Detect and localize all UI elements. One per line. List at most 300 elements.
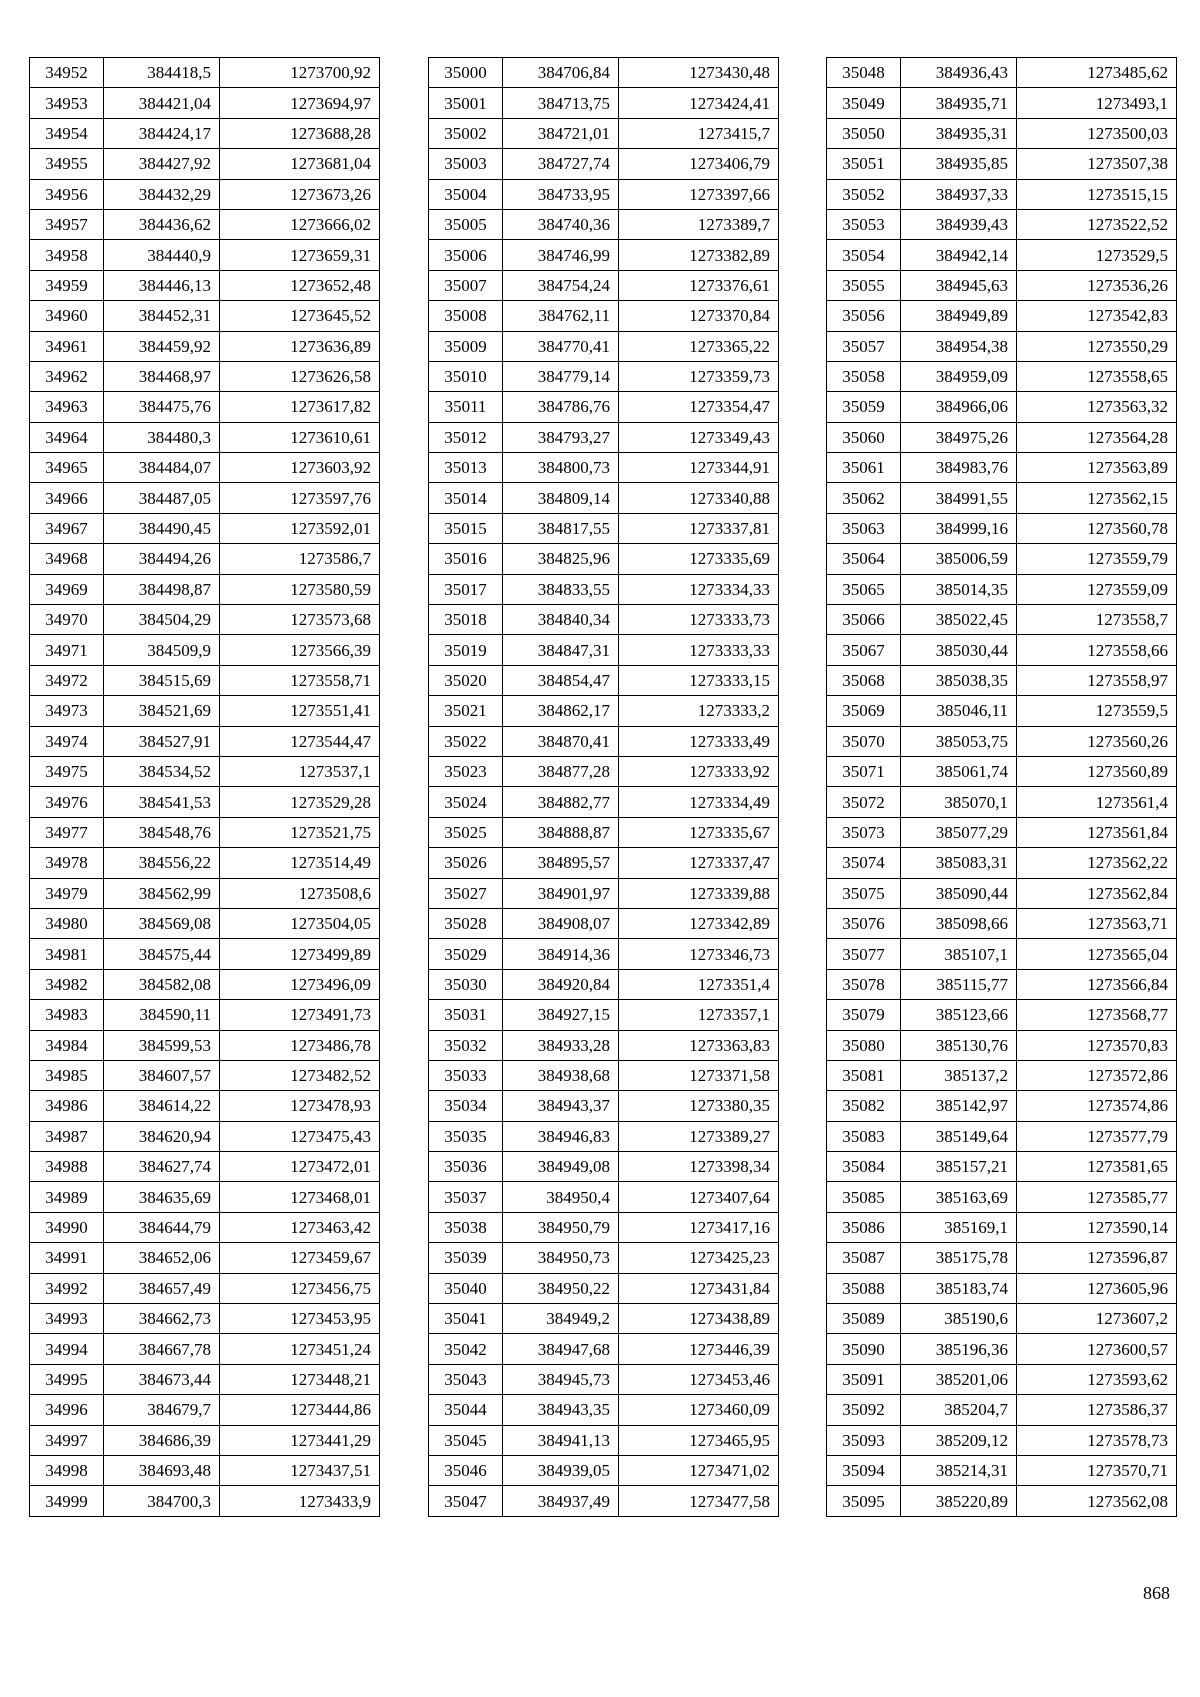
x-coordinate-cell: 384786,76 bbox=[503, 392, 619, 422]
table-row bbox=[827, 270, 1177, 300]
table-row bbox=[429, 817, 779, 847]
y-coordinate-cell: 1273333,2 bbox=[619, 696, 779, 726]
table-row bbox=[827, 1273, 1177, 1303]
point-number-cell: 35017 bbox=[429, 574, 503, 604]
table-row bbox=[30, 88, 380, 118]
point-number-cell: 35006 bbox=[429, 240, 503, 270]
point-number-cell: 35036 bbox=[429, 1152, 503, 1182]
y-coordinate-cell: 1273515,15 bbox=[1017, 179, 1177, 209]
x-coordinate-cell: 384947,68 bbox=[503, 1334, 619, 1364]
y-coordinate-cell: 1273475,43 bbox=[220, 1121, 380, 1151]
y-coordinate-cell: 1273562,08 bbox=[1017, 1486, 1177, 1516]
x-coordinate-cell: 384548,76 bbox=[104, 817, 220, 847]
y-coordinate-cell: 1273398,34 bbox=[619, 1152, 779, 1182]
table-row bbox=[30, 453, 380, 483]
table-row bbox=[827, 908, 1177, 938]
point-number-cell: 34993 bbox=[30, 1304, 104, 1334]
y-coordinate-cell: 1273551,41 bbox=[220, 696, 380, 726]
point-number-cell: 34979 bbox=[30, 878, 104, 908]
y-coordinate-cell: 1273459,67 bbox=[220, 1243, 380, 1273]
x-coordinate-cell: 385209,12 bbox=[901, 1425, 1017, 1455]
x-coordinate-cell: 385107,1 bbox=[901, 939, 1017, 969]
y-coordinate-cell: 1273453,46 bbox=[619, 1364, 779, 1394]
table-row bbox=[30, 1273, 380, 1303]
table-row bbox=[429, 1121, 779, 1151]
y-coordinate-cell: 1273389,7 bbox=[619, 209, 779, 239]
x-coordinate-cell: 384713,75 bbox=[503, 88, 619, 118]
point-number-cell: 34971 bbox=[30, 635, 104, 665]
x-coordinate-cell: 384950,4 bbox=[503, 1182, 619, 1212]
y-coordinate-cell: 1273334,49 bbox=[619, 787, 779, 817]
x-coordinate-cell: 385169,1 bbox=[901, 1212, 1017, 1242]
x-coordinate-cell: 384983,76 bbox=[901, 453, 1017, 483]
point-number-cell: 35023 bbox=[429, 756, 503, 786]
y-coordinate-cell: 1273559,09 bbox=[1017, 574, 1177, 604]
point-number-cell: 35067 bbox=[827, 635, 901, 665]
table-row bbox=[429, 301, 779, 331]
table-row bbox=[429, 878, 779, 908]
y-coordinate-cell: 1273652,48 bbox=[220, 270, 380, 300]
y-coordinate-cell: 1273468,01 bbox=[220, 1182, 380, 1212]
x-coordinate-cell: 385006,59 bbox=[901, 544, 1017, 574]
y-coordinate-cell: 1273424,41 bbox=[619, 88, 779, 118]
table-row bbox=[30, 1212, 380, 1242]
x-coordinate-cell: 384950,79 bbox=[503, 1212, 619, 1242]
x-coordinate-cell: 384446,13 bbox=[104, 270, 220, 300]
y-coordinate-cell: 1273581,65 bbox=[1017, 1152, 1177, 1182]
point-number-cell: 35041 bbox=[429, 1304, 503, 1334]
point-number-cell: 35019 bbox=[429, 635, 503, 665]
point-number-cell: 34980 bbox=[30, 908, 104, 938]
table-row bbox=[30, 361, 380, 391]
point-number-cell: 35068 bbox=[827, 665, 901, 695]
table-row bbox=[30, 908, 380, 938]
table-row bbox=[429, 1030, 779, 1060]
x-coordinate-cell: 384494,26 bbox=[104, 544, 220, 574]
table-row bbox=[827, 726, 1177, 756]
y-coordinate-cell: 1273482,52 bbox=[220, 1060, 380, 1090]
x-coordinate-cell: 384943,37 bbox=[503, 1091, 619, 1121]
point-number-cell: 35000 bbox=[429, 58, 503, 88]
x-coordinate-cell: 384936,43 bbox=[901, 58, 1017, 88]
point-number-cell: 35070 bbox=[827, 726, 901, 756]
y-coordinate-cell: 1273460,09 bbox=[619, 1395, 779, 1425]
x-coordinate-cell: 384459,92 bbox=[104, 331, 220, 361]
x-coordinate-cell: 384935,71 bbox=[901, 88, 1017, 118]
x-coordinate-cell: 384809,14 bbox=[503, 483, 619, 513]
y-coordinate-cell: 1273333,73 bbox=[619, 605, 779, 635]
point-number-cell: 35055 bbox=[827, 270, 901, 300]
x-coordinate-cell: 384793,27 bbox=[503, 422, 619, 452]
x-coordinate-cell: 384966,06 bbox=[901, 392, 1017, 422]
x-coordinate-cell: 384521,69 bbox=[104, 696, 220, 726]
point-number-cell: 34957 bbox=[30, 209, 104, 239]
point-number-cell: 35071 bbox=[827, 756, 901, 786]
y-coordinate-cell: 1273334,33 bbox=[619, 574, 779, 604]
y-coordinate-cell: 1273472,01 bbox=[220, 1152, 380, 1182]
point-number-cell: 35062 bbox=[827, 483, 901, 513]
table-row bbox=[30, 118, 380, 148]
point-number-cell: 34965 bbox=[30, 453, 104, 483]
y-coordinate-cell: 1273471,02 bbox=[619, 1455, 779, 1485]
point-number-cell: 35002 bbox=[429, 118, 503, 148]
point-number-cell: 35044 bbox=[429, 1395, 503, 1425]
point-number-cell: 35050 bbox=[827, 118, 901, 148]
x-coordinate-cell: 385157,21 bbox=[901, 1152, 1017, 1182]
y-coordinate-cell: 1273504,05 bbox=[220, 908, 380, 938]
table-row bbox=[429, 1182, 779, 1212]
x-coordinate-cell: 385123,66 bbox=[901, 1000, 1017, 1030]
point-number-cell: 34968 bbox=[30, 544, 104, 574]
table-row bbox=[429, 513, 779, 543]
x-coordinate-cell: 384914,36 bbox=[503, 939, 619, 969]
x-coordinate-cell: 385014,35 bbox=[901, 574, 1017, 604]
point-number-cell: 34969 bbox=[30, 574, 104, 604]
x-coordinate-cell: 385201,06 bbox=[901, 1364, 1017, 1394]
point-number-cell: 35077 bbox=[827, 939, 901, 969]
point-number-cell: 34978 bbox=[30, 848, 104, 878]
y-coordinate-cell: 1273491,73 bbox=[220, 1000, 380, 1030]
x-coordinate-cell: 384991,55 bbox=[901, 483, 1017, 513]
table-row bbox=[30, 1121, 380, 1151]
y-coordinate-cell: 1273607,2 bbox=[1017, 1304, 1177, 1334]
table-row bbox=[30, 756, 380, 786]
y-coordinate-cell: 1273363,83 bbox=[619, 1030, 779, 1060]
table-row bbox=[30, 544, 380, 574]
table-row bbox=[429, 1000, 779, 1030]
point-number-cell: 35022 bbox=[429, 726, 503, 756]
y-coordinate-cell: 1273521,75 bbox=[220, 817, 380, 847]
table-row bbox=[30, 149, 380, 179]
x-coordinate-cell: 385022,45 bbox=[901, 605, 1017, 635]
y-coordinate-cell: 1273389,27 bbox=[619, 1121, 779, 1151]
x-coordinate-cell: 384424,17 bbox=[104, 118, 220, 148]
table-row bbox=[429, 209, 779, 239]
y-coordinate-cell: 1273376,61 bbox=[619, 270, 779, 300]
point-number-cell: 35037 bbox=[429, 1182, 503, 1212]
table-row bbox=[827, 209, 1177, 239]
x-coordinate-cell: 384949,08 bbox=[503, 1152, 619, 1182]
point-number-cell: 35089 bbox=[827, 1304, 901, 1334]
point-number-cell: 34982 bbox=[30, 969, 104, 999]
point-number-cell: 35058 bbox=[827, 361, 901, 391]
point-number-cell: 35053 bbox=[827, 209, 901, 239]
table-row bbox=[827, 1334, 1177, 1364]
point-number-cell: 35042 bbox=[429, 1334, 503, 1364]
point-number-cell: 35088 bbox=[827, 1273, 901, 1303]
point-number-cell: 34977 bbox=[30, 817, 104, 847]
x-coordinate-cell: 384590,11 bbox=[104, 1000, 220, 1030]
point-number-cell: 34964 bbox=[30, 422, 104, 452]
y-coordinate-cell: 1273333,15 bbox=[619, 665, 779, 695]
y-coordinate-cell: 1273349,43 bbox=[619, 422, 779, 452]
x-coordinate-cell: 384870,41 bbox=[503, 726, 619, 756]
y-coordinate-cell: 1273485,62 bbox=[1017, 58, 1177, 88]
table-row bbox=[429, 969, 779, 999]
x-coordinate-cell: 384939,05 bbox=[503, 1455, 619, 1485]
table-row bbox=[30, 1364, 380, 1394]
point-number-cell: 34963 bbox=[30, 392, 104, 422]
table-row bbox=[429, 240, 779, 270]
x-coordinate-cell: 384421,04 bbox=[104, 88, 220, 118]
y-coordinate-cell: 1273681,04 bbox=[220, 149, 380, 179]
table-row bbox=[827, 1425, 1177, 1455]
table-row bbox=[827, 392, 1177, 422]
x-coordinate-cell: 384480,3 bbox=[104, 422, 220, 452]
x-coordinate-cell: 384945,63 bbox=[901, 270, 1017, 300]
table-row bbox=[30, 696, 380, 726]
y-coordinate-cell: 1273564,28 bbox=[1017, 422, 1177, 452]
x-coordinate-cell: 384950,22 bbox=[503, 1273, 619, 1303]
y-coordinate-cell: 1273565,04 bbox=[1017, 939, 1177, 969]
table-row bbox=[827, 878, 1177, 908]
x-coordinate-cell: 384908,07 bbox=[503, 908, 619, 938]
y-coordinate-cell: 1273359,73 bbox=[619, 361, 779, 391]
table-row bbox=[30, 635, 380, 665]
table-row bbox=[827, 1395, 1177, 1425]
x-coordinate-cell: 384946,83 bbox=[503, 1121, 619, 1151]
x-coordinate-cell: 384468,97 bbox=[104, 361, 220, 391]
x-coordinate-cell: 384541,53 bbox=[104, 787, 220, 817]
point-number-cell: 35007 bbox=[429, 270, 503, 300]
x-coordinate-cell: 384933,28 bbox=[503, 1030, 619, 1060]
y-coordinate-cell: 1273580,59 bbox=[220, 574, 380, 604]
y-coordinate-cell: 1273340,88 bbox=[619, 483, 779, 513]
x-coordinate-cell: 384817,55 bbox=[503, 513, 619, 543]
y-coordinate-cell: 1273558,97 bbox=[1017, 665, 1177, 695]
x-coordinate-cell: 384762,11 bbox=[503, 301, 619, 331]
y-coordinate-cell: 1273673,26 bbox=[220, 179, 380, 209]
table-row bbox=[30, 1334, 380, 1364]
y-coordinate-cell: 1273493,1 bbox=[1017, 88, 1177, 118]
table-row bbox=[429, 1395, 779, 1425]
y-coordinate-cell: 1273441,29 bbox=[220, 1425, 380, 1455]
y-coordinate-cell: 1273558,7 bbox=[1017, 605, 1177, 635]
point-number-cell: 35047 bbox=[429, 1486, 503, 1516]
x-coordinate-cell: 384575,44 bbox=[104, 939, 220, 969]
table-row bbox=[429, 179, 779, 209]
x-coordinate-cell: 384800,73 bbox=[503, 453, 619, 483]
x-coordinate-cell: 384959,09 bbox=[901, 361, 1017, 391]
table-row bbox=[429, 149, 779, 179]
y-coordinate-cell: 1273666,02 bbox=[220, 209, 380, 239]
y-coordinate-cell: 1273585,77 bbox=[1017, 1182, 1177, 1212]
table-row bbox=[827, 331, 1177, 361]
y-coordinate-cell: 1273499,89 bbox=[220, 939, 380, 969]
point-number-cell: 34984 bbox=[30, 1030, 104, 1060]
x-coordinate-cell: 384882,77 bbox=[503, 787, 619, 817]
y-coordinate-cell: 1273544,47 bbox=[220, 726, 380, 756]
table-row bbox=[827, 1182, 1177, 1212]
point-number-cell: 35080 bbox=[827, 1030, 901, 1060]
y-coordinate-cell: 1273397,66 bbox=[619, 179, 779, 209]
y-coordinate-cell: 1273351,4 bbox=[619, 969, 779, 999]
point-number-cell: 35056 bbox=[827, 301, 901, 331]
point-number-cell: 35034 bbox=[429, 1091, 503, 1121]
y-coordinate-cell: 1273688,28 bbox=[220, 118, 380, 148]
table-row bbox=[30, 270, 380, 300]
y-coordinate-cell: 1273586,37 bbox=[1017, 1395, 1177, 1425]
point-number-cell: 35051 bbox=[827, 149, 901, 179]
point-number-cell: 34960 bbox=[30, 301, 104, 331]
table-row bbox=[827, 88, 1177, 118]
table-row bbox=[429, 1455, 779, 1485]
table-row bbox=[827, 1121, 1177, 1151]
y-coordinate-cell: 1273586,7 bbox=[220, 544, 380, 574]
point-number-cell: 35008 bbox=[429, 301, 503, 331]
y-coordinate-cell: 1273566,39 bbox=[220, 635, 380, 665]
point-number-cell: 35048 bbox=[827, 58, 901, 88]
point-number-cell: 34997 bbox=[30, 1425, 104, 1455]
x-coordinate-cell: 384475,76 bbox=[104, 392, 220, 422]
y-coordinate-cell: 1273560,89 bbox=[1017, 756, 1177, 786]
x-coordinate-cell: 384945,73 bbox=[503, 1364, 619, 1394]
y-coordinate-cell: 1273626,58 bbox=[220, 361, 380, 391]
point-number-cell: 34956 bbox=[30, 179, 104, 209]
x-coordinate-cell: 385115,77 bbox=[901, 969, 1017, 999]
x-coordinate-cell: 385175,78 bbox=[901, 1243, 1017, 1273]
x-coordinate-cell: 384727,74 bbox=[503, 149, 619, 179]
point-number-cell: 35043 bbox=[429, 1364, 503, 1394]
x-coordinate-cell: 384673,44 bbox=[104, 1364, 220, 1394]
y-coordinate-cell: 1273550,29 bbox=[1017, 331, 1177, 361]
table-row bbox=[429, 1425, 779, 1455]
point-number-cell: 35082 bbox=[827, 1091, 901, 1121]
y-coordinate-cell: 1273559,79 bbox=[1017, 544, 1177, 574]
y-coordinate-cell: 1273593,62 bbox=[1017, 1364, 1177, 1394]
y-coordinate-cell: 1273453,95 bbox=[220, 1304, 380, 1334]
y-coordinate-cell: 1273578,73 bbox=[1017, 1425, 1177, 1455]
table-row bbox=[30, 483, 380, 513]
x-coordinate-cell: 384644,79 bbox=[104, 1212, 220, 1242]
point-number-cell: 34988 bbox=[30, 1152, 104, 1182]
x-coordinate-cell: 384686,39 bbox=[104, 1425, 220, 1455]
table-row bbox=[30, 301, 380, 331]
point-number-cell: 35072 bbox=[827, 787, 901, 817]
x-coordinate-cell: 384935,31 bbox=[901, 118, 1017, 148]
point-number-cell: 35024 bbox=[429, 787, 503, 817]
point-number-cell: 35081 bbox=[827, 1060, 901, 1090]
table-row bbox=[827, 696, 1177, 726]
x-coordinate-cell: 384862,17 bbox=[503, 696, 619, 726]
table-row bbox=[429, 1212, 779, 1242]
y-coordinate-cell: 1273562,84 bbox=[1017, 878, 1177, 908]
x-coordinate-cell: 385190,6 bbox=[901, 1304, 1017, 1334]
x-coordinate-cell: 384562,99 bbox=[104, 878, 220, 908]
table-row bbox=[30, 240, 380, 270]
y-coordinate-cell: 1273451,24 bbox=[220, 1334, 380, 1364]
table-row bbox=[429, 1152, 779, 1182]
y-coordinate-cell: 1273380,35 bbox=[619, 1091, 779, 1121]
point-number-cell: 35033 bbox=[429, 1060, 503, 1090]
x-coordinate-cell: 384746,99 bbox=[503, 240, 619, 270]
x-coordinate-cell: 384652,06 bbox=[104, 1243, 220, 1273]
x-coordinate-cell: 384534,52 bbox=[104, 756, 220, 786]
y-coordinate-cell: 1273536,26 bbox=[1017, 270, 1177, 300]
y-coordinate-cell: 1273337,47 bbox=[619, 848, 779, 878]
table-row bbox=[30, 1486, 380, 1516]
point-number-cell: 35054 bbox=[827, 240, 901, 270]
x-coordinate-cell: 384635,69 bbox=[104, 1182, 220, 1212]
point-number-cell: 35021 bbox=[429, 696, 503, 726]
table-row bbox=[827, 1091, 1177, 1121]
point-number-cell: 35039 bbox=[429, 1243, 503, 1273]
y-coordinate-cell: 1273590,14 bbox=[1017, 1212, 1177, 1242]
table-row bbox=[30, 422, 380, 452]
point-number-cell: 34959 bbox=[30, 270, 104, 300]
y-coordinate-cell: 1273562,22 bbox=[1017, 848, 1177, 878]
table-row bbox=[429, 939, 779, 969]
table-row bbox=[429, 1091, 779, 1121]
point-number-cell: 34967 bbox=[30, 513, 104, 543]
point-number-cell: 35059 bbox=[827, 392, 901, 422]
table-row bbox=[429, 361, 779, 391]
x-coordinate-cell: 384452,31 bbox=[104, 301, 220, 331]
point-number-cell: 35045 bbox=[429, 1425, 503, 1455]
x-coordinate-cell: 384877,28 bbox=[503, 756, 619, 786]
x-coordinate-cell: 385061,74 bbox=[901, 756, 1017, 786]
point-number-cell: 34974 bbox=[30, 726, 104, 756]
table-row bbox=[827, 1030, 1177, 1060]
x-coordinate-cell: 385214,31 bbox=[901, 1455, 1017, 1485]
table-row bbox=[827, 179, 1177, 209]
point-number-cell: 35020 bbox=[429, 665, 503, 695]
table-row bbox=[30, 1304, 380, 1334]
x-coordinate-cell: 384721,01 bbox=[503, 118, 619, 148]
x-coordinate-cell: 384942,14 bbox=[901, 240, 1017, 270]
table-row bbox=[827, 118, 1177, 148]
y-coordinate-cell: 1273496,09 bbox=[220, 969, 380, 999]
y-coordinate-cell: 1273346,73 bbox=[619, 939, 779, 969]
y-coordinate-cell: 1273566,84 bbox=[1017, 969, 1177, 999]
point-number-cell: 35015 bbox=[429, 513, 503, 543]
table-row bbox=[827, 149, 1177, 179]
x-coordinate-cell: 384770,41 bbox=[503, 331, 619, 361]
x-coordinate-cell: 384509,9 bbox=[104, 635, 220, 665]
y-coordinate-cell: 1273570,71 bbox=[1017, 1455, 1177, 1485]
table-row bbox=[827, 1212, 1177, 1242]
y-coordinate-cell: 1273486,78 bbox=[220, 1030, 380, 1060]
x-coordinate-cell: 384569,08 bbox=[104, 908, 220, 938]
point-number-cell: 35001 bbox=[429, 88, 503, 118]
y-coordinate-cell: 1273522,52 bbox=[1017, 209, 1177, 239]
x-coordinate-cell: 384938,68 bbox=[503, 1060, 619, 1090]
table-row bbox=[429, 1334, 779, 1364]
x-coordinate-cell: 385142,97 bbox=[901, 1091, 1017, 1121]
point-number-cell: 35040 bbox=[429, 1273, 503, 1303]
point-number-cell: 34985 bbox=[30, 1060, 104, 1090]
table-row bbox=[30, 787, 380, 817]
x-coordinate-cell: 384487,05 bbox=[104, 483, 220, 513]
table-row bbox=[827, 1486, 1177, 1516]
x-coordinate-cell: 384950,73 bbox=[503, 1243, 619, 1273]
point-number-cell: 35026 bbox=[429, 848, 503, 878]
y-coordinate-cell: 1273507,38 bbox=[1017, 149, 1177, 179]
table-row bbox=[827, 756, 1177, 786]
point-number-cell: 35093 bbox=[827, 1425, 901, 1455]
y-coordinate-cell: 1273605,96 bbox=[1017, 1273, 1177, 1303]
y-coordinate-cell: 1273561,4 bbox=[1017, 787, 1177, 817]
x-coordinate-cell: 384515,69 bbox=[104, 665, 220, 695]
x-coordinate-cell: 384975,26 bbox=[901, 422, 1017, 452]
table-row bbox=[30, 939, 380, 969]
table-row bbox=[827, 1000, 1177, 1030]
point-number-cell: 35030 bbox=[429, 969, 503, 999]
table-row bbox=[429, 118, 779, 148]
table-row bbox=[429, 726, 779, 756]
point-number-cell: 35009 bbox=[429, 331, 503, 361]
point-number-cell: 35084 bbox=[827, 1152, 901, 1182]
